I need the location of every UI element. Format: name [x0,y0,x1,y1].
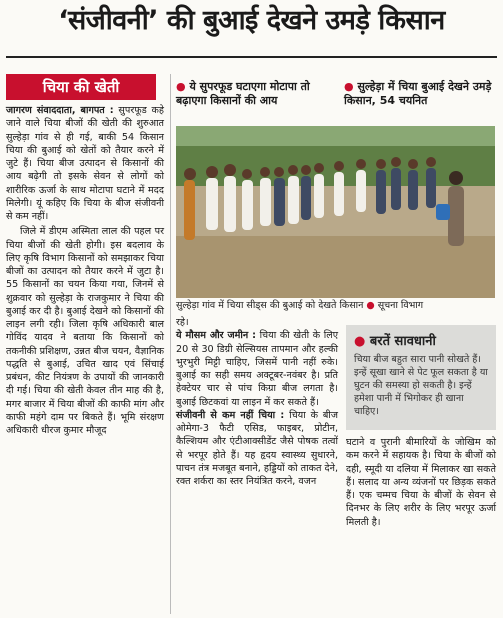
bullet-icon: ● [344,80,354,93]
section-kicker: चिया की खेती [6,74,156,100]
paragraph-2: जिले में डीएम अस्मिता लाल की पहल पर चिया बीजों की खेती होगी। इस बदलाव के लिए कृषि विभाग किसानों को समझाकर चिया बीजों का उत्पादन को तैयार करने में जुटा है। 55 किसानों का चयन किया गया, जिनमें से शुक्रवार को सुल्हेड़ा के राजकुमार ने चिया की बुआई कर दी है। बुआई देखने को किसानों की लाइन लगी रही। जिला कृषि अधिकारी बाल गोविंद यादव ने बताया कि किसानों को तकनीकी प्रशिक्षण, उन्नत बीज चयन, वैज्ञानिक पद्धति से बुआई, उचित खाद एवं सिंचाई प्रबंधन, कीट नियंत्रण के उपायों की जानकारी दी गई। चिया की खेती केवल तीन माह की है, मगर बाजार में चिया बीजों की काफी मांग और काफी महंगे दाम पर बिकते हैं। भूमि संरक्षण अधिकारी धीरज कुमार मौजूद [6,226,164,436]
field-photo-illustration [176,126,495,298]
caution-title: ● बरतें सावधानी [354,334,436,349]
subhead-weather-soil: ये मौसम और जमीन : [176,330,256,342]
photo-credit: सूचना विभाग [377,300,424,311]
subhead-sanjeevani: संजीवनी से कम नहीं चिया : [176,409,285,421]
weather-soil-text: चिया की खेती के लिए 20 से 30 डिग्री सेल्सियस तापमान और हल्की भुरभुरी मिट्टी चाहिए, जिसमें पानी नहीं रुके। बुआई का सही समय अक्टूबर-नवंबर है। प्रति हेक्टेयर चार से पांच किग्रा बीज लगता है। बुआई छिटकवां या लाइन में कर सकते हैं। [176,330,339,408]
headline: ‘संजीवनी’ की बुआई देखने उमड़े किसान [58,5,445,36]
dateline: जागरण संवाददाता, बागपत : [6,105,114,116]
photo-caption-line [176,300,496,312]
camera-icon: ● [366,300,375,311]
photo-caption: सुल्हेड़ा गांव में चिया सीड्स की बुआई को देखते किसान [176,300,364,311]
highlight-2: ● सुल्हेड़ा में चिया बुआई देखने उमड़े किसान, 54 चयनित [344,80,492,107]
caution-box [346,325,496,430]
paragraph-1: सुपरफूड कहे जाने वाले चिया बीजों की खेती की शुरुआत सुल्हेड़ा गांव से ही गई, बाकी 54 किसान चिया की बुआई को खेतों को तैयार करने में जुटे हैं। चिया बीज उत्पादन से किसानों की आय बढ़ेगी तो इसके सेवन से लोगों को शारीरिक ऊर्जा के साथ मोटापा घटाने में मदद मिलेगी। यूं कहिए कि चिया के बीज संजीवनी से कम नहीं। [6,105,164,222]
highlight-1: ● ये सुपरफूड घटाएगा मोटापा तो बढ़ाएगा किसानों की आय [176,80,310,107]
column-divider [170,74,171,614]
bullet-icon: ● [354,334,366,349]
headline-rule [6,56,497,58]
article-column-3: घटाने व पुरानी बीमारियों के जोखिम को कम करने में सहायक है। चिया के बीजों को दही, स्मूदी या दलिया में मिलाकर खा सकते हैं। सलाद या अन्य व्यंजनों पर छिड़क सकते हैं। एक चम्मच चिया के बीजों के सेवन से दिनभर के लिए शरीर के लिए भरपूर ऊर्जा मिलती है। [346,437,496,528]
article-column-1 [6,104,164,437]
article-column-2 [176,316,338,488]
sanjeevani-text: चिया के बीज ओमेगा-3 फैटी एसिड, फाइबर, प्रोटीन, कैल्शियम और एंटीआक्सीडेंट जैसे पोषक तत्वों से भरपूर होते हैं। यह हृदय स्वास्थ्य सुधारने, पाचन तंत्र मजबूत बनाने, हड्डियों को ताकत देने, रक्त शर्करा का स्तर नियंत्रित करने, वजन [176,409,338,487]
caution-text: चिया बीज बहुत सारा पानी सोखते हैं। इन्हें सूखा खाने से पेट फूल सकता है या घुटन की समस्या हो सकती है। इन्हें हमेशा पानी में भिगोकर ही खाना चाहिए। [354,354,488,417]
news-photo [176,126,495,298]
bullet-icon: ● [176,80,186,93]
continuation-text: रहे। [176,317,189,328]
